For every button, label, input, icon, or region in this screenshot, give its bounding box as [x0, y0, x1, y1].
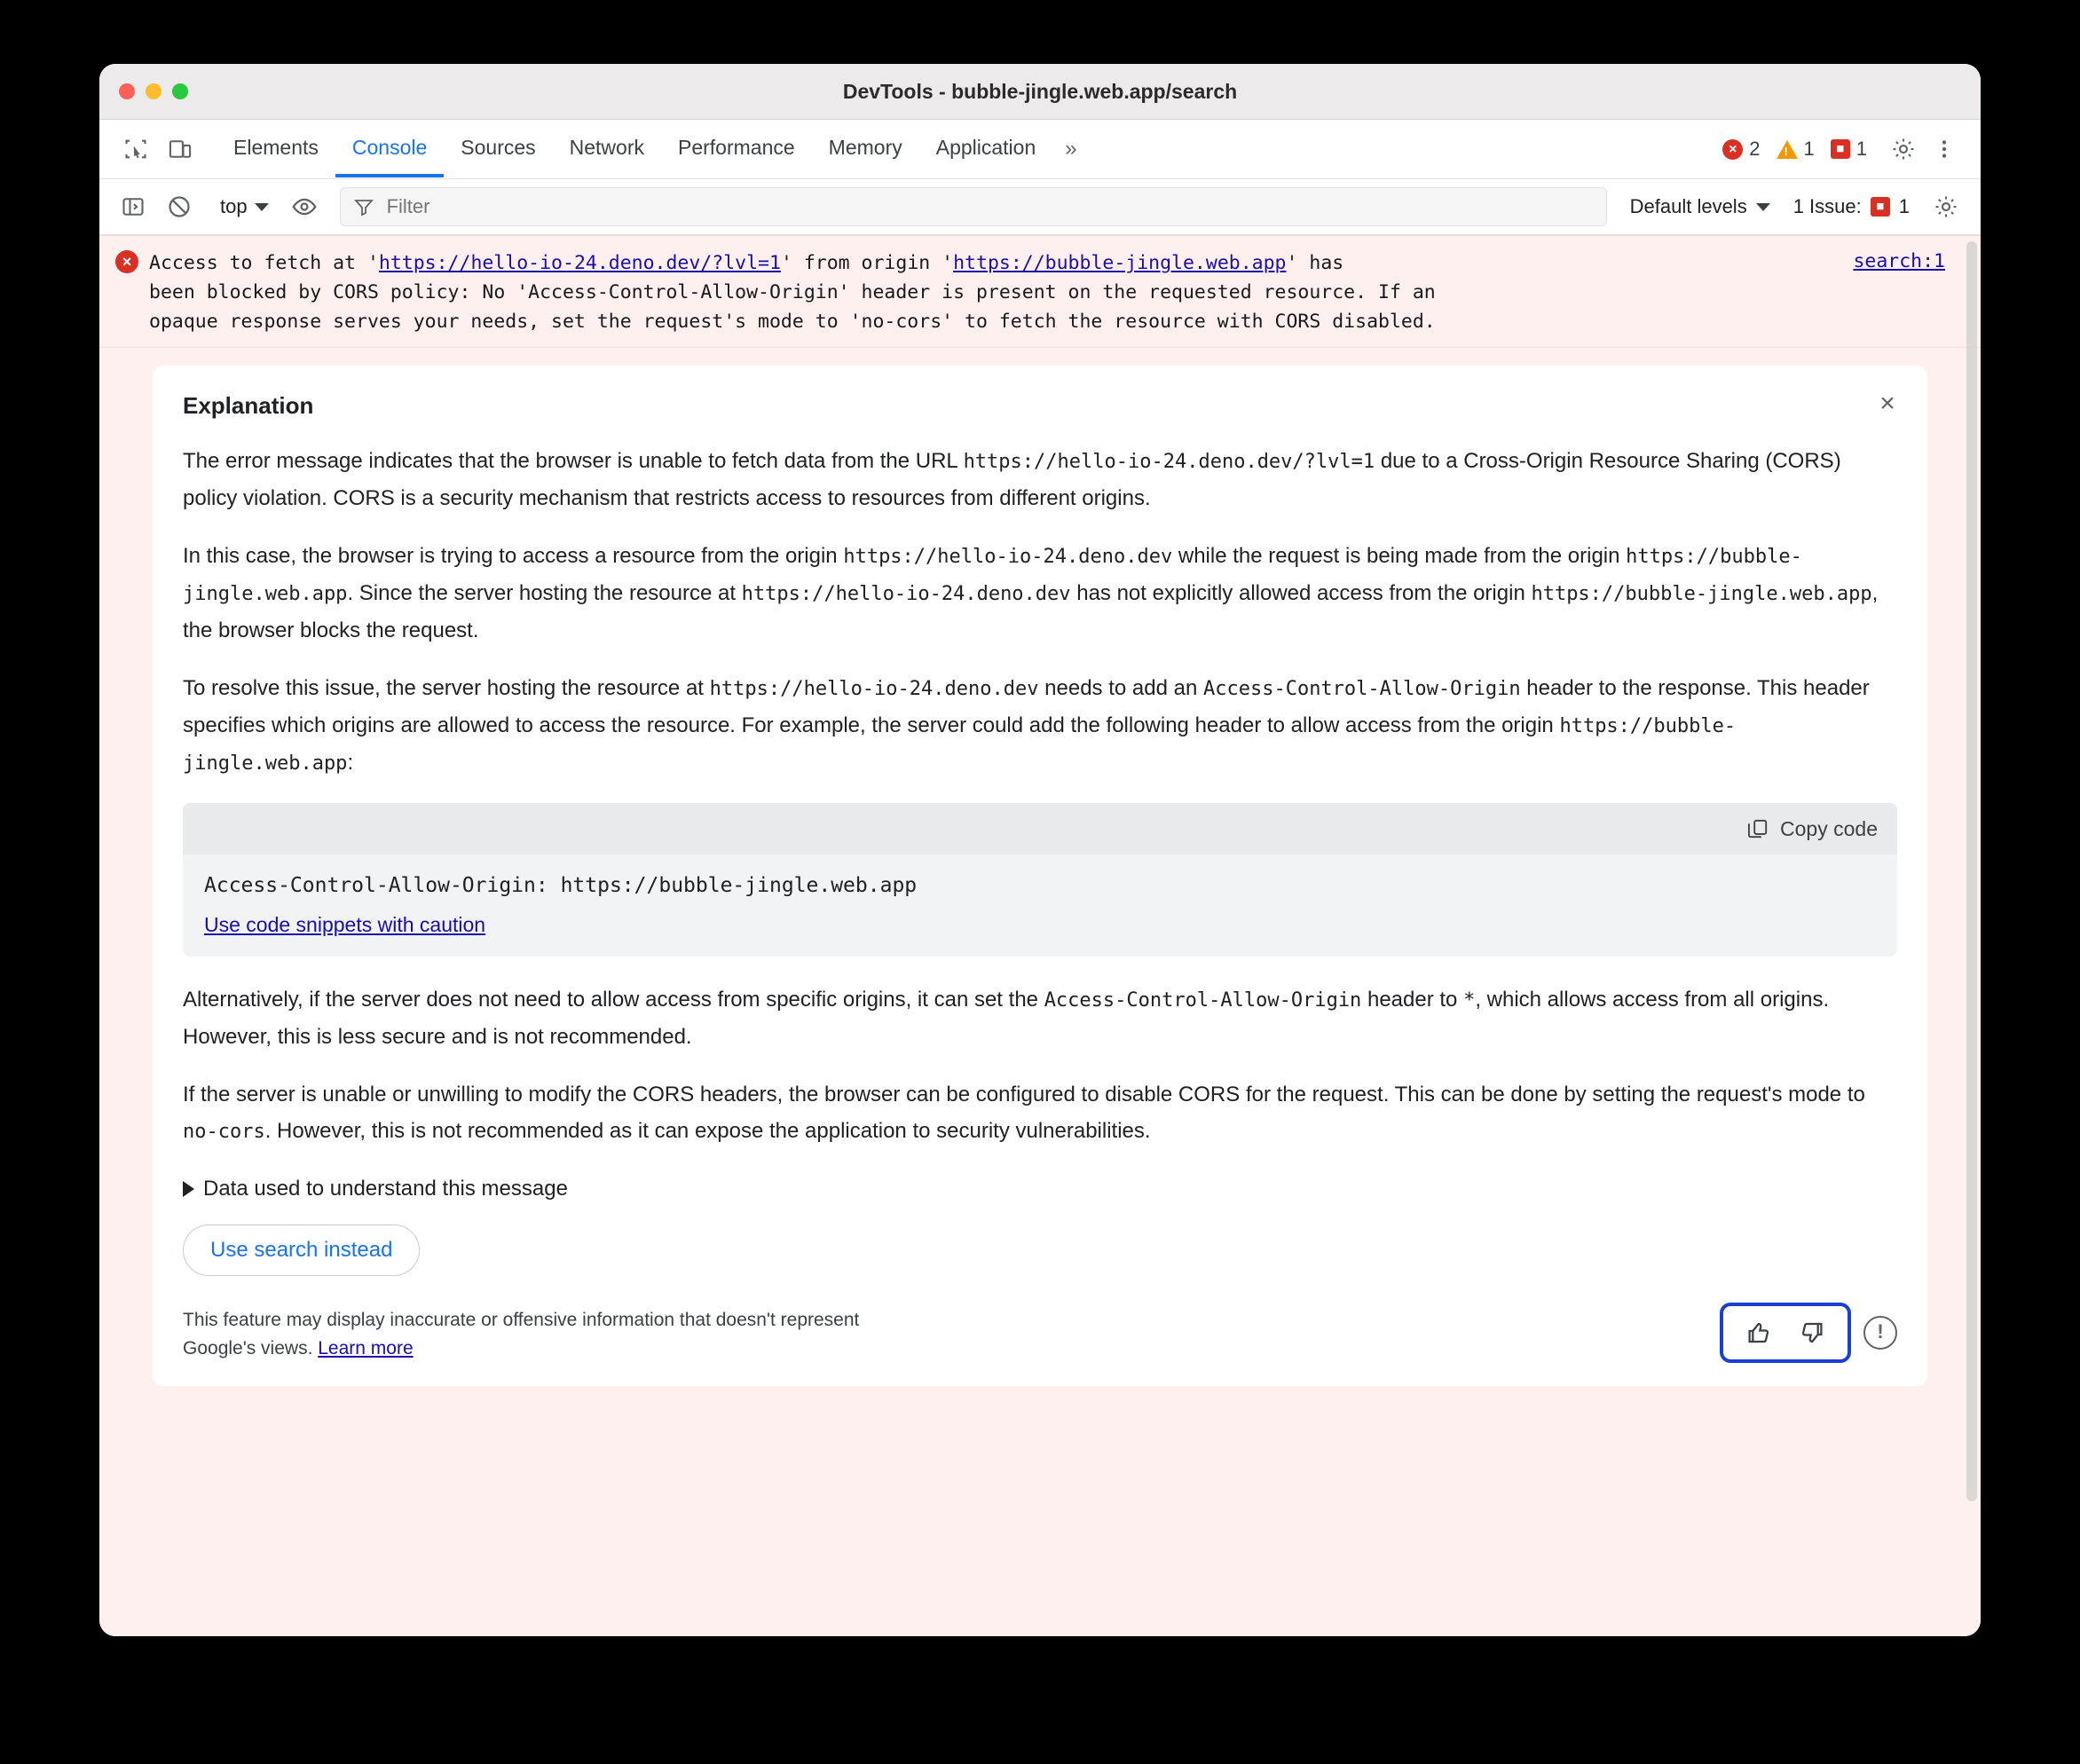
- log-levels-select[interactable]: [1623, 192, 1777, 222]
- close-window-button[interactable]: [119, 83, 135, 99]
- p2-text-c: . Since the server hosting the resource at: [347, 581, 742, 605]
- tab-performance[interactable]: Performance: [678, 135, 795, 159]
- p4-text-b: header to: [1361, 988, 1464, 1012]
- issue-icon: ■: [1831, 139, 1850, 159]
- console-settings-gear-icon[interactable]: [1926, 186, 1966, 227]
- issue-counter[interactable]: [1831, 138, 1867, 161]
- warning-counter[interactable]: [1777, 138, 1815, 161]
- kebab-menu-icon[interactable]: [1924, 129, 1965, 169]
- log-levels-label: Default levels: [1629, 195, 1747, 217]
- code-caution-link[interactable]: Use code snippets with caution: [204, 913, 486, 936]
- p4-code-2: *: [1463, 989, 1476, 1012]
- error-text-part1: Access to fetch at ': [149, 252, 379, 274]
- error-source-link[interactable]: search:1: [1853, 250, 1945, 272]
- issues-button[interactable]: [1785, 192, 1918, 222]
- p5-code-1: no-cors: [183, 1121, 265, 1143]
- error-counter[interactable]: [1722, 138, 1760, 161]
- p2-code-4: https://bubble-jingle.web.app: [1531, 583, 1872, 605]
- thumb-down-icon[interactable]: [1792, 1313, 1832, 1352]
- execution-context-label: top: [220, 195, 248, 217]
- panel-tabs: [217, 122, 1090, 177]
- p2-text-d: has not explicitly allowed access from the origin: [1070, 581, 1532, 605]
- filter-field[interactable]: [340, 187, 1607, 226]
- p3-code-1: https://hello-io-24.deno.dev: [709, 678, 1039, 700]
- disclaimer-body: This feature may display inaccurate or offensive information that doesn't represent Google's views.: [183, 1310, 860, 1358]
- copy-icon: [1746, 817, 1769, 840]
- filter-input[interactable]: [385, 194, 1594, 219]
- use-search-instead-button[interactable]: Use search instead: [183, 1225, 420, 1276]
- maximize-window-button[interactable]: [172, 83, 188, 99]
- window-title: DevTools - bubble-jingle.web.app/search: [842, 79, 1238, 103]
- tab-console[interactable]: Console: [335, 122, 444, 177]
- error-icon: ×: [1722, 139, 1743, 160]
- console-error-message[interactable]: [99, 236, 1981, 348]
- p4-text-a: Alternatively, if the server does not need to allow access from specific origins, it can set the: [183, 988, 1044, 1012]
- console-message-area: [99, 235, 1981, 1636]
- copy-code-button[interactable]: [183, 803, 1897, 854]
- devtools-window: [99, 64, 1981, 1636]
- p3-text-b: needs to add an: [1038, 676, 1203, 700]
- p3-code-2: Access-Control-Allow-Origin: [1202, 678, 1521, 700]
- explanation-card: [153, 366, 1927, 1386]
- explanation-heading: Explanation: [183, 392, 314, 419]
- card-footer: [183, 1303, 1897, 1363]
- p4-text-c: , which allows access from all origins. However, this is less secure and is not recommended.: [183, 988, 1830, 1049]
- minimize-window-button[interactable]: [146, 83, 162, 99]
- p1-text-b: due to a Cross-Origin Resource Sharing (CORS) policy violation. CORS is a security mechanism that restricts access to resources from different origins.: [183, 449, 1841, 510]
- explanation-paragraph-3: [183, 670, 1897, 782]
- window-controls[interactable]: [119, 83, 188, 99]
- code-snippet-body: [183, 854, 1897, 957]
- disclaimer-text: [183, 1306, 893, 1363]
- p5-text-a: If the server is unable or unwilling to modify the CORS headers, the browser can be configured to disable CORS for the request. This can be done by setting the request's mode to: [183, 1083, 1865, 1106]
- devtools-tabbar: [99, 120, 1981, 179]
- inspect-icon[interactable]: [115, 129, 156, 169]
- explanation-paragraph-4: [183, 981, 1897, 1055]
- p3-text-a: To resolve this issue, the server hosting the resource at: [183, 676, 710, 700]
- p2-text-b: while the request is being made from the origin: [1172, 544, 1627, 568]
- p3-text-d: :: [347, 751, 354, 775]
- device-toggle-icon[interactable]: [160, 129, 201, 169]
- error-text-line2: been blocked by CORS policy: No 'Access-Control-Allow-Origin' header is present on the requested resource. If an: [149, 281, 1436, 303]
- tab-network[interactable]: Network: [569, 135, 644, 159]
- tab-application[interactable]: Application: [935, 135, 1036, 159]
- error-count-label: 2: [1749, 138, 1761, 160]
- p1-code-1: https://hello-io-24.deno.dev/?lvl=1: [963, 451, 1375, 473]
- close-icon[interactable]: ×: [1879, 389, 1895, 418]
- error-url-2[interactable]: https://bubble-jingle.web.app: [953, 252, 1287, 274]
- error-text-part2: ' from origin ': [780, 252, 954, 274]
- chevron-down-icon: [255, 203, 269, 211]
- more-tabs-icon[interactable]: »: [1065, 137, 1077, 161]
- error-url-1[interactable]: https://hello-io-24.deno.dev/?lvl=1: [378, 252, 781, 274]
- p2-text-a: In this case, the browser is trying to access a resource from the origin: [183, 544, 844, 568]
- gear-icon[interactable]: [1883, 129, 1924, 169]
- issues-count: 1: [1898, 195, 1910, 217]
- chevron-down-icon: [1756, 203, 1770, 211]
- error-text-part3: ' has: [1286, 252, 1344, 274]
- p2-code-3: https://hello-io-24.deno.dev: [741, 583, 1071, 605]
- tab-elements[interactable]: Elements: [233, 135, 319, 159]
- issues-label: 1 Issue:: [1792, 195, 1862, 217]
- copy-code-label: Copy code: [1780, 816, 1878, 840]
- warning-count-label: 1: [1803, 138, 1815, 160]
- explanation-paragraph-2: [183, 538, 1897, 649]
- code-snippet-text: Access-Control-Allow-Origin: https://bubble-jingle.web.app: [204, 874, 918, 897]
- tab-sources[interactable]: Sources: [461, 135, 536, 159]
- filter-icon: [353, 196, 374, 217]
- thumb-up-icon[interactable]: [1739, 1313, 1778, 1352]
- p2-code-1: https://hello-io-24.deno.dev: [843, 546, 1173, 568]
- execution-context-select[interactable]: [211, 190, 278, 224]
- console-toolbar: [99, 179, 1981, 235]
- rating-controls: [1720, 1303, 1897, 1363]
- p3-code-3: https://bubble-jingle.web.app: [183, 715, 1737, 775]
- p5-text-b: . However, this is not recommended as it can expose the application to security vulnerabilities.: [264, 1119, 1151, 1143]
- p2-text-e: , the browser blocks the request.: [183, 581, 1879, 642]
- console-scrollbar[interactable]: [1966, 241, 1977, 1501]
- p2-code-2: https://bubble-jingle.web.app: [183, 546, 1802, 605]
- clear-console-icon[interactable]: [160, 187, 199, 226]
- warning-icon: [1777, 140, 1798, 159]
- error-text-line3: opaque response serves your needs, set the request's mode to 'no-cors' to fetch the resource with CORS disabled.: [149, 311, 1436, 333]
- p4-code-1: Access-Control-Allow-Origin: [1044, 989, 1362, 1012]
- data-used-label: Data used to understand this message: [203, 1177, 568, 1201]
- error-message-text: [149, 248, 1965, 336]
- p1-text-a: The error message indicates that the browser is unable to fetch data from the URL: [183, 449, 964, 473]
- info-icon[interactable]: !: [1863, 1316, 1897, 1350]
- console-sidebar-icon[interactable]: [114, 187, 153, 226]
- issue-count-label: 1: [1855, 138, 1867, 160]
- learn-more-link[interactable]: Learn more: [318, 1338, 414, 1358]
- issue-counters: [1722, 138, 1878, 161]
- data-used-disclosure[interactable]: [183, 1177, 1897, 1201]
- chevron-right-icon: [183, 1181, 194, 1197]
- title-bar: [99, 64, 1981, 120]
- rating-buttons-group[interactable]: [1720, 1303, 1851, 1363]
- code-snippet-block: [183, 803, 1897, 957]
- p3-text-c: header to the response. This header specifies which origins are allowed to access the resource. For example, the server could add the following header to allow access from the origin: [183, 676, 1870, 737]
- explanation-paragraph-5: [183, 1076, 1897, 1150]
- issue-icon: ■: [1871, 197, 1890, 217]
- tab-memory[interactable]: Memory: [828, 135, 902, 159]
- explanation-paragraph-1: [183, 443, 1897, 516]
- error-icon: ×: [115, 250, 138, 273]
- live-expression-icon[interactable]: [285, 187, 324, 226]
